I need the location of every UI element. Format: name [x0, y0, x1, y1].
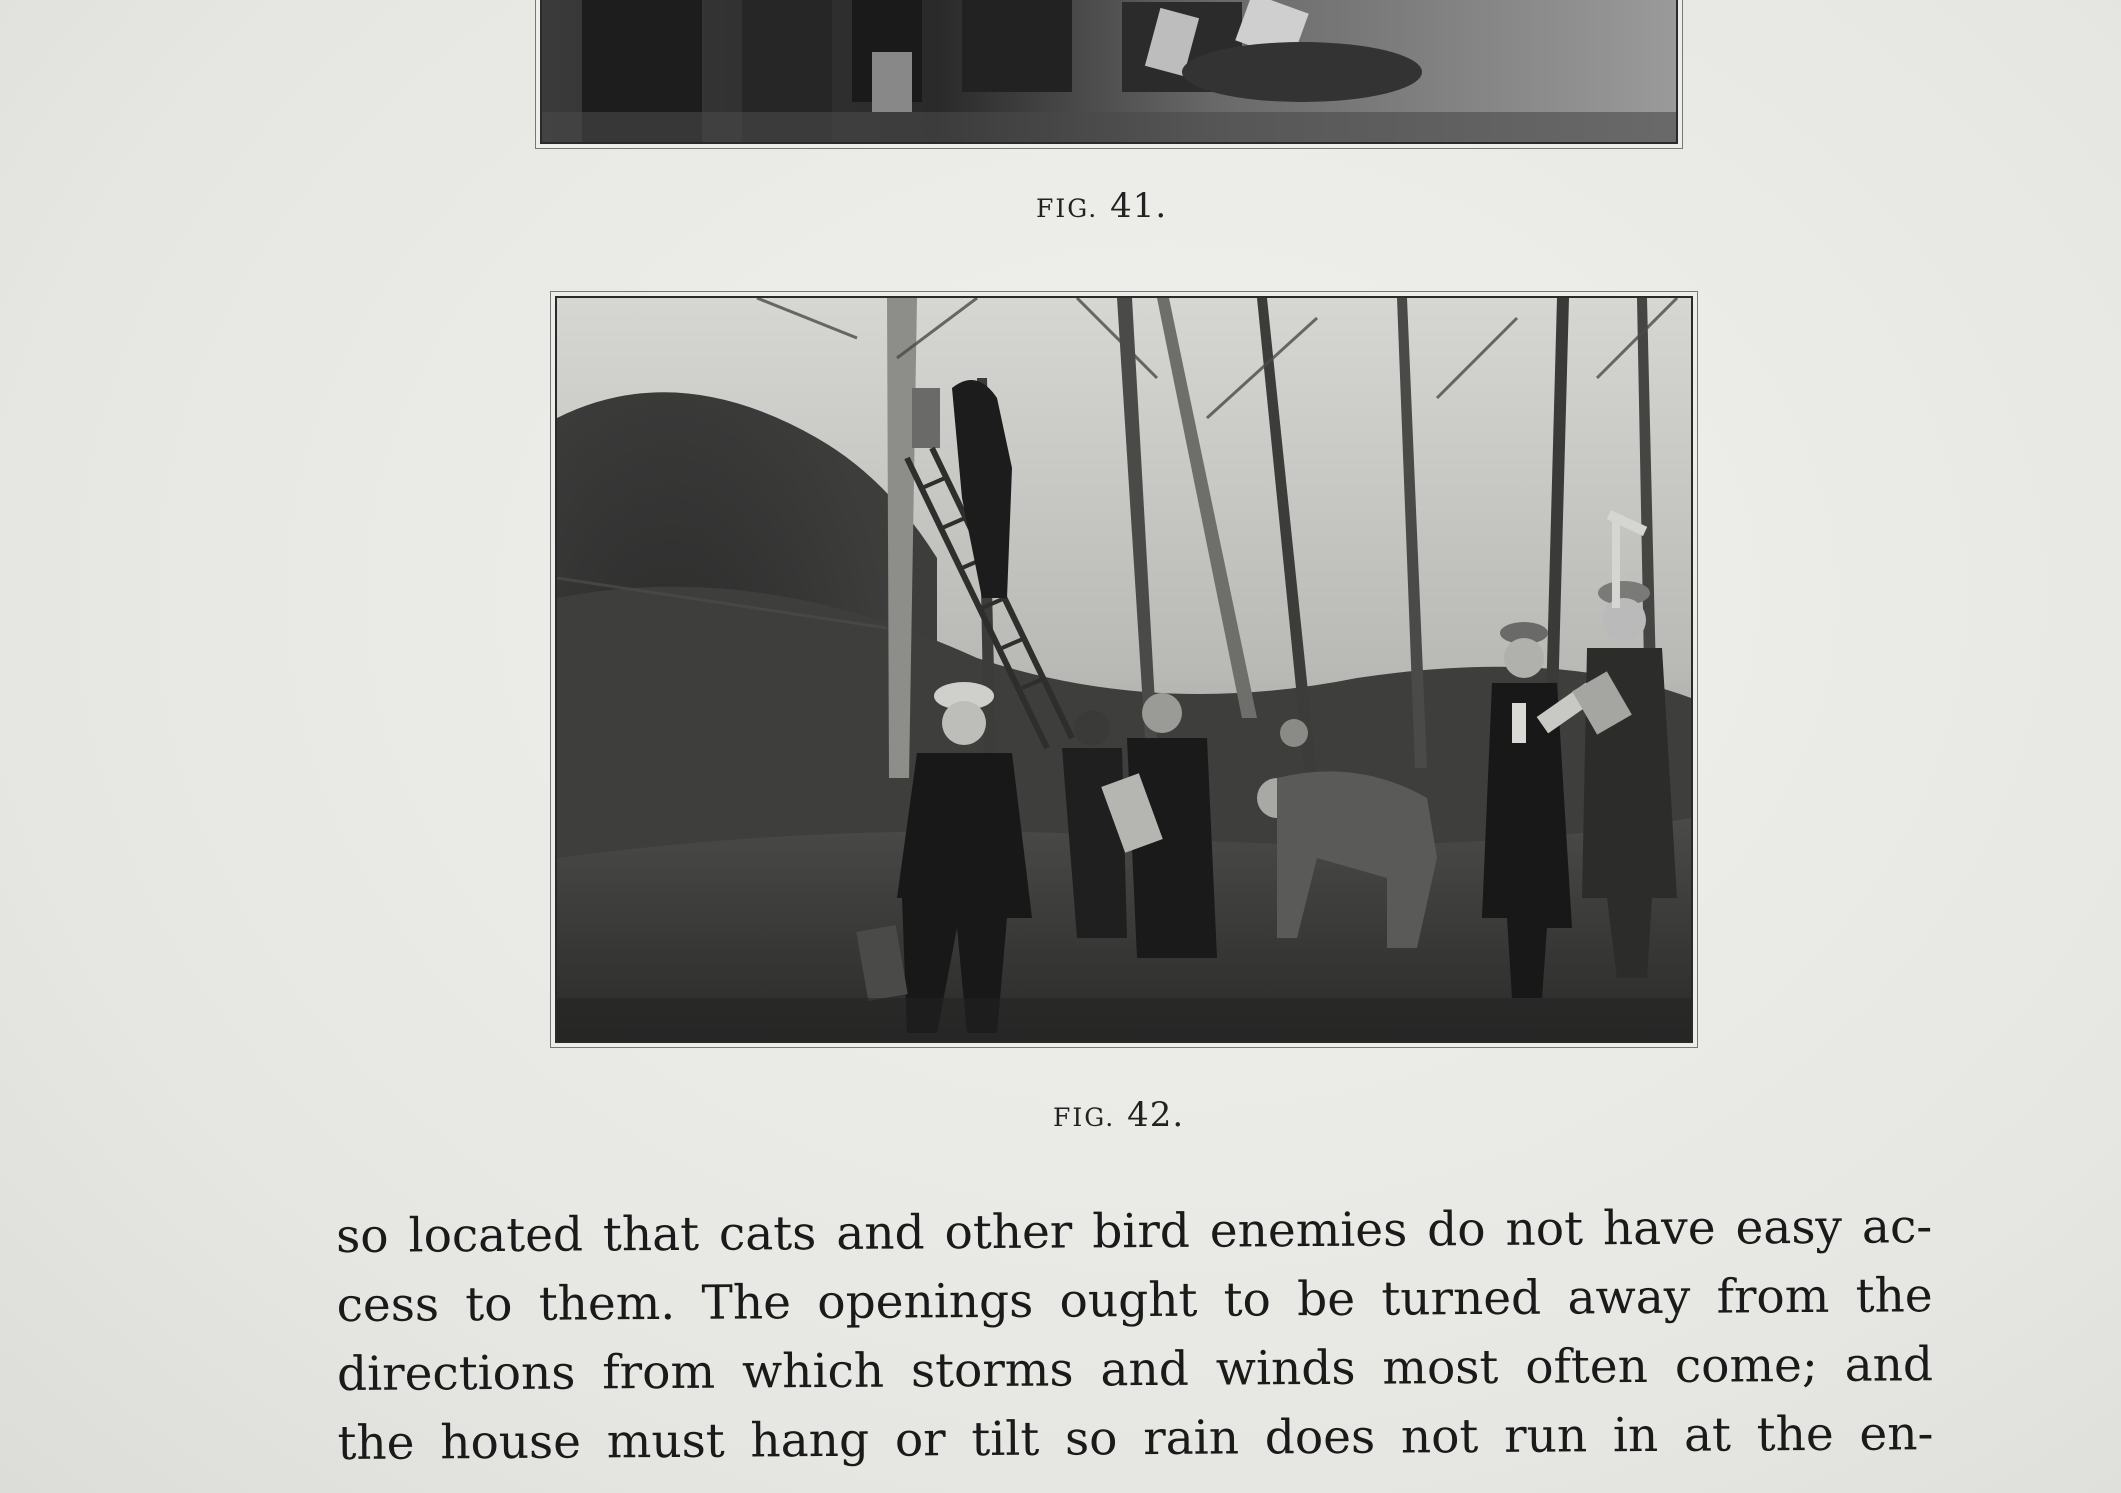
body-line: the house must hang or tilt so rain does not run in at the en- — [337, 1406, 1934, 1471]
body-line: so located that cats and other bird enemies do not have easy ac- — [336, 1199, 1933, 1264]
figure-42-caption — [1053, 1095, 1184, 1135]
figure-41-photograph — [540, 0, 1678, 144]
figure-41-caption-prefix: FIG. — [1036, 194, 1099, 223]
body-paragraph — [336, 1192, 1934, 1478]
figure-42-photograph — [555, 296, 1693, 1043]
figure-41-caption — [1036, 186, 1167, 226]
figure-42-image — [557, 298, 1691, 1041]
body-line: directions from which storms and winds most often come; and — [336, 1337, 1934, 1402]
figure-41-image — [542, 0, 1676, 142]
body-line: cess to them. The openings ought to be turned away from the — [336, 1268, 1933, 1333]
figure-42-caption-prefix: FIG. — [1053, 1103, 1116, 1132]
figure-41-caption-number: 41. — [1110, 186, 1168, 226]
figure-42-caption-number: 42. — [1127, 1095, 1185, 1135]
